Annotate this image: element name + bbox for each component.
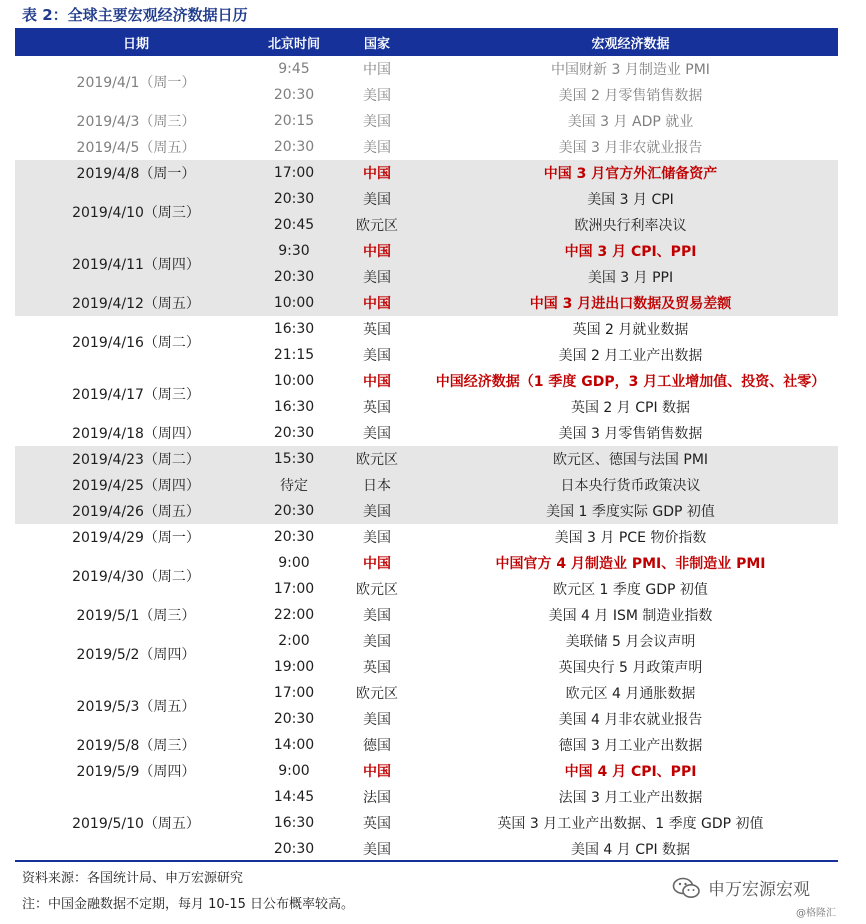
date-cell: 2019/4/5（周五） [76, 140, 196, 156]
time-cell: 20:30 [273, 503, 315, 519]
watermark-site: @格隆汇 [796, 908, 836, 919]
time-cell: 16:30 [273, 399, 315, 415]
event-cell: 中国官方 4 月制造业 PMI、非制造业 PMI [495, 556, 766, 572]
country-cell: 英国 [363, 660, 391, 676]
table-row [257, 316, 838, 342]
table-row [257, 732, 838, 758]
table-row [257, 56, 838, 82]
time-cell: 16:30 [273, 321, 315, 337]
date-group [15, 758, 838, 784]
date-group [15, 160, 838, 186]
table-row [257, 290, 838, 316]
country-cell: 中国 [363, 764, 391, 780]
table-row [257, 810, 838, 836]
time-cell: 9:30 [278, 243, 310, 259]
table-row [257, 784, 838, 810]
time-cell: 20:30 [273, 425, 315, 441]
table-row [257, 628, 838, 654]
event-cell: 英国央行 5 月政策声明 [558, 660, 703, 676]
table-row [257, 472, 838, 498]
country-cell: 英国 [363, 816, 391, 832]
date-group [15, 628, 838, 680]
event-cell: 美国 4 月 CPI 数据 [570, 842, 691, 858]
time-cell: 9:45 [278, 61, 310, 77]
country-cell: 美国 [363, 530, 391, 546]
country-cell: 美国 [363, 140, 391, 156]
time-cell: 10:00 [273, 295, 315, 311]
event-cell: 欧元区、德国与法国 PMI [552, 452, 709, 468]
event-cell: 美国 2 月零售销售数据 [558, 88, 703, 104]
country-cell: 欧元区 [356, 452, 398, 468]
date-cell: 2019/4/26（周五） [72, 504, 200, 520]
event-cell: 欧洲央行利率决议 [574, 218, 687, 234]
header-event: 宏观经济数据 [591, 36, 670, 52]
date-cell: 2019/4/10（周三） [72, 205, 200, 221]
date-group [15, 680, 838, 732]
table-row [257, 212, 838, 238]
event-cell: 美国 3 月 PPI [587, 270, 674, 286]
event-cell: 美联储 5 月会议声明 [565, 634, 696, 650]
table-row [257, 420, 838, 446]
event-cell: 中国经济数据（1 季度 GDP，3 月工业增加值、投资、社零） [435, 374, 826, 390]
date-cell: 2019/4/16（周二） [72, 335, 200, 351]
date-cell: 2019/4/8（周一） [76, 166, 196, 182]
country-cell: 英国 [363, 322, 391, 338]
event-cell: 美国 3 月非农就业报告 [558, 140, 703, 156]
table-row [257, 394, 838, 420]
date-group [15, 602, 838, 628]
date-cell: 2019/4/30（周二） [72, 569, 200, 585]
date-cell: 2019/4/29（周一） [72, 530, 200, 546]
time-cell: 9:00 [278, 555, 310, 571]
date-cell: 2019/5/9（周四） [76, 764, 196, 780]
table-row [257, 446, 838, 472]
date-cell: 2019/4/1（周一） [76, 75, 196, 91]
country-cell: 中国 [363, 556, 391, 572]
time-cell: 20:30 [273, 841, 315, 857]
date-group [15, 134, 838, 160]
country-cell: 美国 [363, 88, 391, 104]
country-cell: 中国 [363, 62, 391, 78]
table-header [15, 28, 838, 56]
date-group [15, 784, 838, 862]
table-row [257, 82, 838, 108]
event-cell: 德国 3 月工业产出数据 [558, 738, 703, 754]
country-cell: 美国 [363, 114, 391, 130]
date-group [15, 498, 838, 524]
event-cell: 中国 3 月进出口数据及贸易差额 [529, 296, 732, 312]
country-cell: 美国 [363, 270, 391, 286]
country-cell: 德国 [363, 738, 391, 754]
table-title: 表 2：全球主要宏观经济数据日历 [22, 6, 248, 24]
table-row [257, 524, 838, 550]
country-cell: 英国 [363, 400, 391, 416]
date-group [15, 420, 838, 446]
date-cell: 2019/4/18（周四） [72, 426, 200, 442]
country-cell: 中国 [363, 296, 391, 312]
table-row [257, 602, 838, 628]
watermark-brand: 申万宏源宏观 [708, 880, 810, 900]
country-cell: 中国 [363, 244, 391, 260]
table-row [257, 134, 838, 160]
time-cell: 15:30 [273, 451, 315, 467]
date-group [15, 56, 838, 108]
source-note: 资料来源：各国统计局、申万宏源研究 [22, 871, 244, 886]
time-cell: 21:15 [273, 347, 315, 363]
date-cell: 2019/4/3（周三） [76, 114, 196, 130]
event-cell: 中国 3 月官方外汇储备资产 [543, 166, 718, 182]
country-cell: 中国 [363, 374, 391, 390]
time-cell: 9:00 [278, 763, 310, 779]
time-cell: 16:30 [273, 815, 315, 831]
date-group [15, 524, 838, 550]
time-cell: 20:30 [273, 139, 315, 155]
event-cell: 中国 3 月 CPI、PPI [564, 244, 697, 260]
date-cell: 2019/4/17（周三） [72, 387, 200, 403]
table-body [15, 56, 838, 862]
date-group [15, 550, 838, 602]
table-row [257, 758, 838, 784]
country-cell: 美国 [363, 504, 391, 520]
table-row [257, 576, 838, 602]
date-group [15, 472, 838, 498]
time-cell: 22:00 [273, 607, 315, 623]
time-cell: 20:30 [273, 269, 315, 285]
country-cell: 美国 [363, 426, 391, 442]
time-cell: 20:45 [273, 217, 315, 233]
country-cell: 欧元区 [356, 686, 398, 702]
date-cell: 2019/5/3（周五） [76, 699, 196, 715]
date-cell: 2019/5/10（周五） [72, 816, 200, 832]
time-cell: 20:30 [273, 711, 315, 727]
country-cell: 欧元区 [356, 582, 398, 598]
header-country: 国家 [363, 36, 390, 52]
event-cell: 美国 4 月非农就业报告 [558, 712, 703, 728]
table-row [257, 550, 838, 576]
event-cell: 英国 3 月工业产出数据、1 季度 GDP 初值 [497, 816, 764, 832]
country-cell: 美国 [363, 608, 391, 624]
time-cell: 20:30 [273, 529, 315, 545]
event-cell: 英国 2 月就业数据 [572, 322, 689, 338]
table-row [257, 706, 838, 732]
time-cell: 17:00 [273, 685, 315, 701]
date-group [15, 186, 838, 238]
date-group [15, 732, 838, 758]
country-cell: 法国 [363, 790, 391, 806]
date-cell: 2019/4/23（周二） [72, 452, 200, 468]
event-cell: 欧元区 1 季度 GDP 初值 [553, 582, 708, 598]
date-cell: 2019/4/25（周四） [72, 478, 200, 494]
event-cell: 中国财新 3 月制造业 PMI [551, 62, 710, 78]
time-cell: 19:00 [273, 659, 315, 675]
event-cell: 欧元区 4 月通胀数据 [565, 686, 696, 702]
header-time: 北京时间 [267, 36, 320, 52]
table-row [257, 342, 838, 368]
time-cell: 20:30 [273, 191, 315, 207]
header-date: 日期 [122, 36, 149, 52]
time-cell: 20:15 [273, 113, 315, 129]
date-cell: 2019/4/12（周五） [72, 296, 200, 312]
watermark [672, 875, 810, 900]
table-row [257, 264, 838, 290]
country-cell: 中国 [363, 166, 391, 182]
event-cell: 美国 2 月工业产出数据 [558, 348, 703, 364]
date-cell: 2019/5/8（周三） [76, 738, 196, 754]
event-cell: 法国 3 月工业产出数据 [558, 790, 703, 806]
date-group [15, 238, 838, 290]
table-row [257, 238, 838, 264]
time-cell: 10:00 [273, 373, 315, 389]
table-row [257, 108, 838, 134]
event-cell: 美国 3 月 CPI [587, 192, 674, 208]
event-cell: 中国 4 月 CPI、PPI [564, 764, 697, 780]
calendar-table [15, 28, 838, 862]
country-cell: 美国 [363, 192, 391, 208]
footnote: 注：中国金融数据不定期，每月 10-15 日公布概率较高。 [22, 897, 355, 912]
time-cell: 17:00 [273, 581, 315, 597]
time-cell: 17:00 [273, 165, 315, 181]
event-cell: 美国 1 季度实际 GDP 初值 [546, 504, 715, 520]
event-cell: 日本央行货币政策决议 [560, 478, 701, 494]
time-cell: 14:45 [273, 789, 315, 805]
table-row [257, 836, 838, 862]
date-group [15, 316, 838, 368]
event-cell: 美国 3 月 ADP 就业 [567, 114, 694, 130]
event-cell: 美国 4 月 ISM 制造业指数 [548, 608, 713, 624]
date-group [15, 108, 838, 134]
event-cell: 英国 2 月 CPI 数据 [570, 400, 691, 416]
country-cell: 美国 [363, 634, 391, 650]
time-cell: 20:30 [273, 87, 315, 103]
event-cell: 美国 3 月零售销售数据 [558, 426, 703, 442]
table-row [257, 680, 838, 706]
date-group [15, 290, 838, 316]
table-row [257, 654, 838, 680]
table-row [257, 160, 838, 186]
country-cell: 美国 [363, 842, 391, 858]
footer-divider [15, 860, 838, 862]
country-cell: 美国 [363, 348, 391, 364]
time-cell: 待定 [280, 478, 308, 494]
table-row [257, 368, 838, 394]
date-cell: 2019/4/11（周四） [72, 257, 200, 273]
date-group [15, 446, 838, 472]
event-cell: 美国 3 月 PCE 物价指数 [554, 530, 707, 546]
country-cell: 日本 [363, 478, 391, 494]
date-cell: 2019/5/2（周四） [76, 647, 196, 663]
table-row [257, 498, 838, 524]
time-cell: 2:00 [278, 633, 310, 649]
country-cell: 美国 [363, 712, 391, 728]
date-group [15, 368, 838, 420]
wechat-icon [672, 876, 702, 900]
table-row [257, 186, 838, 212]
time-cell: 14:00 [273, 737, 315, 753]
date-cell: 2019/5/1（周三） [76, 608, 196, 624]
country-cell: 欧元区 [356, 218, 398, 234]
